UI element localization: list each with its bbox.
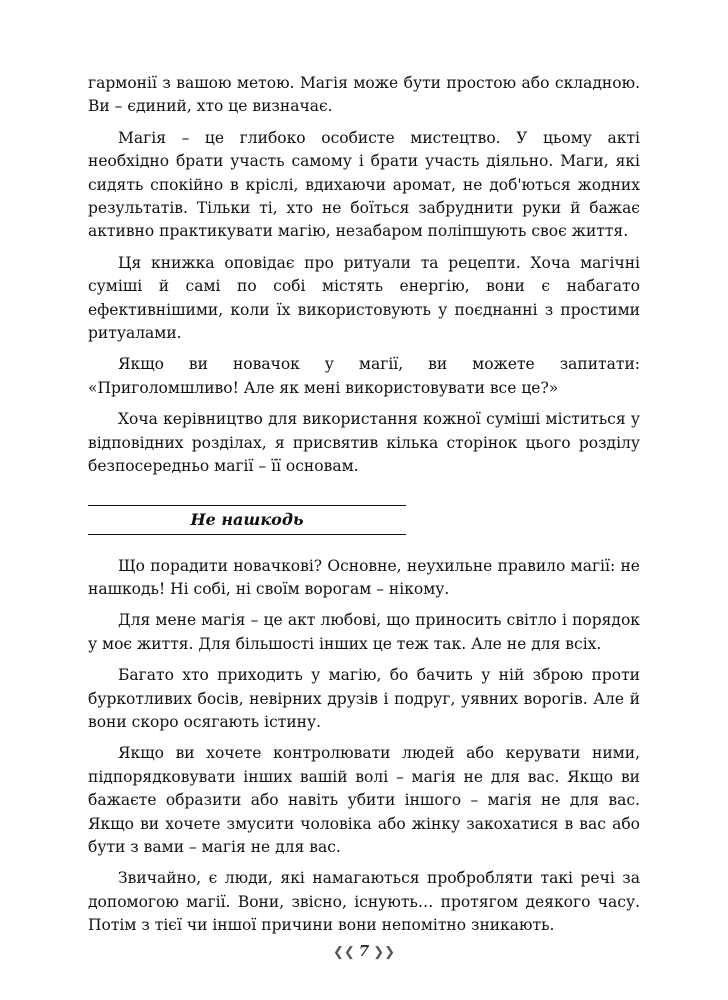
- paragraph: Ця книжка оповідає про ритуали та рецепти. Хоча магічні суміші й самі по собі містять енергію, вони є набагато ефективнішими, коли їх використовують у поєднанні з простими ритуалами.: [88, 253, 640, 343]
- ornament-left-icon: ❮❮: [332, 945, 355, 960]
- page-number: 7: [358, 942, 370, 960]
- paragraph: Для мене магія – це акт любові, що приносить світло і порядок у моє життя. Для більшості інших це теж так. Але не для всіх.: [88, 611, 640, 653]
- paragraph: Звичайно, є люди, які намагаються пробробляти такі речі за допомогою магії. Вони, звісно, існують… протягом деякого часу. Потім з тієї чи іншої причини вони непомітно зникають.: [88, 869, 640, 935]
- section-heading-block: [88, 505, 406, 535]
- section-heading: Не нашкодь: [190, 509, 304, 529]
- paragraph: Що порадити новачкові? Основне, неухильне правило магії: не нашкодь! Ні собі, ні своїм ворогам – нікому.: [88, 556, 640, 598]
- paragraph: гармонії з вашою метою. Магія може бути простою або складною. Ви – єдиний, хто це визначає.: [88, 74, 640, 116]
- paragraph: Якщо ви хочете контролювати людей або керувати ними, підпорядковувати інших вашій волі – магія не для вас. Якщо ви бажаєте образити або навіть убити іншого – магія не для вас. Якщо ви хочете змусити чоловіка або жінку закохатися в вас або бути з вами – магія не для вас.: [88, 744, 640, 856]
- paragraph: Хоча керівництво для використання кожної суміші міститься у відповідних розділах, я присвятив кілька сторінок цього розділу безпосередньо магії – її основам.: [88, 410, 640, 476]
- paragraph: Магія – це глибоко особисте мистецтво. У цьому акті необхідно брати участь самому і брати участь діяльно. Маги, які сидять спокійно в кріслі, вдихаючи аромат, не доб'ються жодних результатів. Тільки ті, хто не боїться забруднити руки й бажає активно практикувати магію, незабаром поліпшують своє життя.: [88, 128, 640, 241]
- heading-bottom-rule: [88, 534, 406, 535]
- paragraph: Багато хто приходить у магію, бо бачить у ній зброю проти буркотливих босів, невірних друзів і подруг, уявних ворогів. Але й вони скоро осягають істину.: [88, 666, 640, 731]
- ornament-right-icon: ❯❯: [373, 945, 396, 960]
- page-number-footer: [0, 942, 728, 960]
- page-body: [88, 72, 640, 938]
- paragraph: Якщо ви новачок у магії, ви можете запитати: «Приголомшливо! Але як мені використовувати все це?»: [88, 355, 640, 397]
